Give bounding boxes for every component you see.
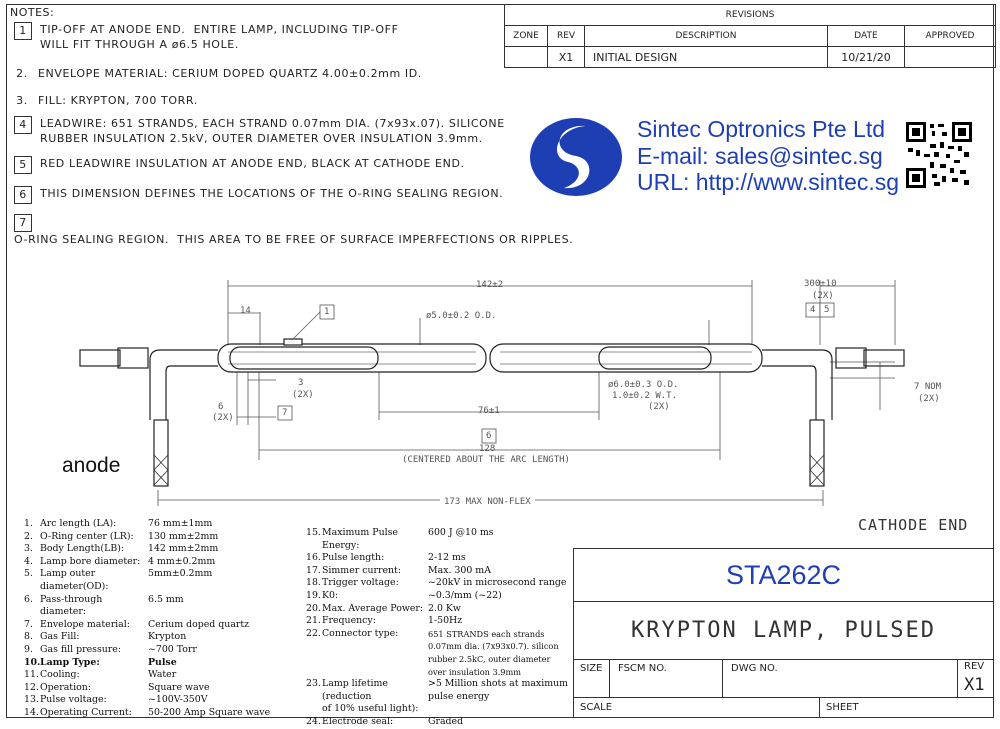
spec-key: Lamp bore diameter:	[40, 555, 141, 567]
company-url[interactable]: URL: http://www.sintec.sg	[637, 169, 900, 195]
spec-key: Connector type:	[322, 627, 399, 639]
dim-300: 300±10	[804, 279, 837, 289]
spec-value: Water	[148, 669, 177, 681]
spec-key: Max. Average Power:	[322, 602, 424, 614]
note-number: 6	[14, 186, 32, 204]
spec-number: 12.	[24, 681, 39, 693]
dim-300-2x: (2X)	[812, 291, 834, 301]
spec-row	[306, 615, 571, 628]
spec-row	[24, 568, 294, 593]
spec-number: 9.	[24, 643, 33, 655]
specs-right	[306, 527, 571, 729]
spec-value: Graded	[428, 715, 464, 727]
spec-row	[24, 518, 294, 531]
dim-od2-b: 1.0±0.2 W.T.	[612, 391, 678, 401]
spec-key: Operation:	[40, 681, 91, 693]
spec-key: O-Ring center (LR):	[40, 530, 134, 542]
spec-number: 3.	[24, 543, 33, 555]
spec-value: 5mm±0.2mm	[148, 568, 213, 580]
spec-value: 2-12 ms	[428, 552, 466, 564]
note-text: TIP-OFF AT ANODE END. ENTIRE LAMP, INCLUDING TIP-OFF WILL FIT THROUGH A ø6.5 HOLE.	[40, 23, 399, 51]
spec-key: Gas Fill:	[40, 631, 80, 643]
spec-number: 10.	[24, 656, 41, 668]
note-text: LEADWIRE: 651 STRANDS, EACH STRAND 0.07mm DIA. (7x93x.07). SILICONE RUBBER INSULATION 2.5kV, OUTER DIAMETER OVER INSULATION 3.9mm.	[40, 117, 505, 145]
spec-number: 8.	[24, 631, 33, 643]
spec-value: 4 mm±0.2mm	[148, 555, 216, 567]
spec-key: Arc length (LA):	[40, 518, 117, 529]
spec-number: 11.	[24, 669, 39, 681]
spec-number: 21.	[306, 615, 321, 627]
spec-row	[24, 669, 294, 682]
rev-header-description: DESCRIPTION	[585, 26, 828, 47]
note-number: 1	[14, 22, 32, 40]
spec-value: Cerium doped quartz	[148, 618, 250, 630]
spec-number: 24.	[306, 715, 321, 727]
spec-key: Cooling:	[40, 669, 80, 681]
spec-value: Pulse	[148, 656, 177, 668]
spec-row	[306, 678, 571, 716]
spec-row	[306, 565, 571, 578]
spec-row	[24, 707, 294, 720]
spec-key: Lamp Type:	[40, 656, 100, 668]
dim-6-2x: (2X)	[212, 413, 234, 423]
title-block	[573, 548, 994, 718]
spec-number: 1.	[24, 518, 33, 529]
note-text: FILL: KRYPTON, 700 TORR.	[38, 94, 198, 107]
spec-key: K0:	[322, 589, 339, 601]
spec-row	[24, 682, 294, 695]
spec-number: 2.	[24, 530, 33, 542]
title-block-row	[574, 659, 993, 698]
rev-header-zone: ZONE	[505, 26, 548, 47]
spec-value: Square wave	[148, 681, 210, 693]
spec-number: 4.	[24, 555, 33, 567]
specs-left	[24, 518, 294, 720]
rev-header-rev: REV	[548, 26, 585, 47]
note-number: 2.	[16, 67, 28, 80]
spec-row	[24, 594, 294, 619]
spec-value: 2.0 Kw	[428, 602, 461, 614]
note-text: O-RING SEALING REGION. THIS AREA TO BE FREE OF SURFACE IMPERFECTIONS OR RIPPLES.	[14, 233, 574, 246]
spec-row	[24, 543, 294, 556]
spec-key: Pass-through diameter:	[40, 593, 103, 618]
spec-number: 16.	[306, 552, 321, 564]
dim-3: 3	[298, 378, 304, 388]
spec-number: 22.	[306, 627, 321, 639]
spec-row	[24, 657, 294, 670]
dim-173: 173 MAX NON-FLEX	[440, 497, 535, 507]
spec-value: ~100V-350V	[148, 694, 208, 706]
spec-value: Krypton	[148, 631, 187, 643]
spec-key: Maximum Pulse Energy:	[322, 527, 398, 551]
spec-number: 17.	[306, 564, 321, 576]
note-number: 4	[14, 116, 32, 134]
dim-7-nom: 7 NOM	[914, 382, 942, 392]
rev-value: X1	[964, 675, 985, 695]
spec-value: 6.5 mm	[148, 593, 184, 605]
spec-row	[24, 644, 294, 657]
note-number: 5	[14, 156, 32, 174]
callout-4: 4	[810, 305, 816, 315]
spec-key: Gas fill pressure:	[40, 643, 121, 655]
spec-number: 13.	[24, 694, 39, 706]
callout-7: 7	[282, 408, 288, 418]
spec-value: 130 mm±2mm	[148, 530, 219, 542]
note-text: THIS DIMENSION DEFINES THE LOCATIONS OF THE O-RING SEALING REGION.	[40, 187, 504, 200]
dim-od2-a: ø6.0±0.3 O.D.	[608, 380, 679, 390]
note-number: 7	[14, 214, 32, 232]
spec-number: 18.	[306, 577, 321, 589]
spec-key: Lamp lifetime (reduction of 10% useful light):	[322, 678, 419, 715]
spec-key: Envelope material:	[40, 618, 130, 630]
spec-value: 600 J @10 ms	[428, 527, 494, 538]
callout-6: 6	[486, 431, 492, 441]
spec-number: 20.	[306, 602, 321, 614]
spec-value: 142 mm±2mm	[148, 543, 219, 555]
spec-row	[306, 628, 571, 678]
part-number: STA262C	[574, 549, 993, 602]
callout-1: 1	[324, 307, 330, 317]
company-name: Sintec Optronics Pte Ltd	[637, 116, 886, 142]
sheet-label: SHEET	[826, 702, 859, 713]
spec-row	[24, 531, 294, 544]
rev-cell-description: INITIAL DESIGN	[585, 47, 828, 68]
spec-row	[306, 603, 571, 616]
note-text: ENVELOPE MATERIAL: CERIUM DOPED QUARTZ 4.00±0.2mm ID.	[38, 67, 422, 80]
rev-header-date: DATE	[828, 26, 905, 47]
dim-76: 76±1	[478, 406, 500, 416]
spec-number: 15.	[306, 527, 321, 538]
spec-key: Operating Current:	[40, 706, 132, 718]
dwg-label: DWG NO.	[723, 659, 958, 697]
dim-14: 14	[240, 306, 251, 316]
dim-6: 6	[218, 402, 224, 412]
company-email[interactable]: E-mail: sales@sintec.sg	[637, 143, 883, 169]
size-label: SIZE	[574, 659, 610, 697]
spec-row	[306, 716, 571, 729]
spec-key: Electrode seal:	[322, 715, 394, 727]
spec-number: 23.	[306, 678, 321, 690]
dim-7-nom-2x: (2X)	[918, 394, 940, 404]
spec-value: Max. 300 mA	[428, 564, 491, 576]
spec-value: ~700 Torr	[148, 643, 197, 655]
spec-row	[306, 590, 571, 603]
dim-od: ø5.0±0.2 O.D.	[426, 311, 497, 321]
spec-row	[24, 631, 294, 644]
dim-128: 128	[479, 444, 496, 454]
rev-cell-date: 10/21/20	[828, 47, 905, 68]
spec-key: Pulse length:	[322, 552, 385, 564]
spec-key: Pulse voltage:	[40, 694, 107, 706]
spec-number: 19.	[306, 589, 321, 601]
dim-overall: 142±2	[476, 280, 504, 290]
spec-value: 50-200 Amp Square wave	[148, 706, 271, 718]
dim-3-2x: (2X)	[292, 390, 314, 400]
spec-number: 7.	[24, 618, 33, 630]
spec-value: 76 mm±1mm	[148, 518, 213, 529]
spec-value: ~0.3/mm (~22)	[428, 589, 502, 601]
dim-od2-c: (2X)	[648, 402, 670, 412]
spec-value: 1-50Hz	[428, 615, 463, 627]
dim-128-note: (CENTERED ABOUT THE ARC LENGTH)	[402, 455, 570, 465]
spec-value: ~20kV in microsecond range	[428, 577, 567, 589]
callout-5: 5	[824, 305, 830, 315]
spec-key: Frequency:	[322, 615, 376, 627]
fscm-label: FSCM NO.	[610, 659, 723, 697]
cathode-label: CATHODE END	[858, 516, 969, 534]
spec-row	[306, 552, 571, 565]
spec-key: Lamp outer diameter(OD):	[40, 568, 109, 592]
spec-number: 6.	[24, 593, 33, 605]
anode-label: anode	[62, 454, 121, 477]
spec-row	[306, 577, 571, 590]
part-description: KRYPTON LAMP, PULSED	[574, 601, 993, 660]
rev-cell-rev: X1	[548, 47, 585, 68]
spec-key: Trigger voltage:	[322, 577, 399, 589]
spec-row	[24, 694, 294, 707]
spec-value: >5 Million shots at maximum pulse energy	[428, 678, 569, 702]
spec-row	[306, 527, 571, 552]
scale-label: SCALE	[574, 697, 820, 717]
spec-key: Simmer current:	[322, 564, 401, 576]
spec-row	[24, 619, 294, 632]
rev-label: REV	[964, 661, 985, 672]
revisions-title: REVISIONS	[505, 5, 996, 26]
notes-title: NOTES:	[10, 6, 55, 19]
spec-key: Body Length(LB):	[40, 543, 125, 555]
note-number: 3.	[16, 94, 28, 107]
spec-number: 5.	[24, 568, 33, 580]
rev-header-approved: APPROVED	[905, 26, 996, 47]
spec-value: 651 STRANDS each strands 0.07mm dia. (7x93x0.7). silicon rubber 2.5kC, outer diameter over insulation 3.9mm	[428, 628, 559, 677]
spec-number: 14.	[24, 706, 39, 718]
spec-row	[24, 556, 294, 569]
note-text: RED LEADWIRE INSULATION AT ANODE END, BLACK AT CATHODE END.	[40, 157, 465, 170]
